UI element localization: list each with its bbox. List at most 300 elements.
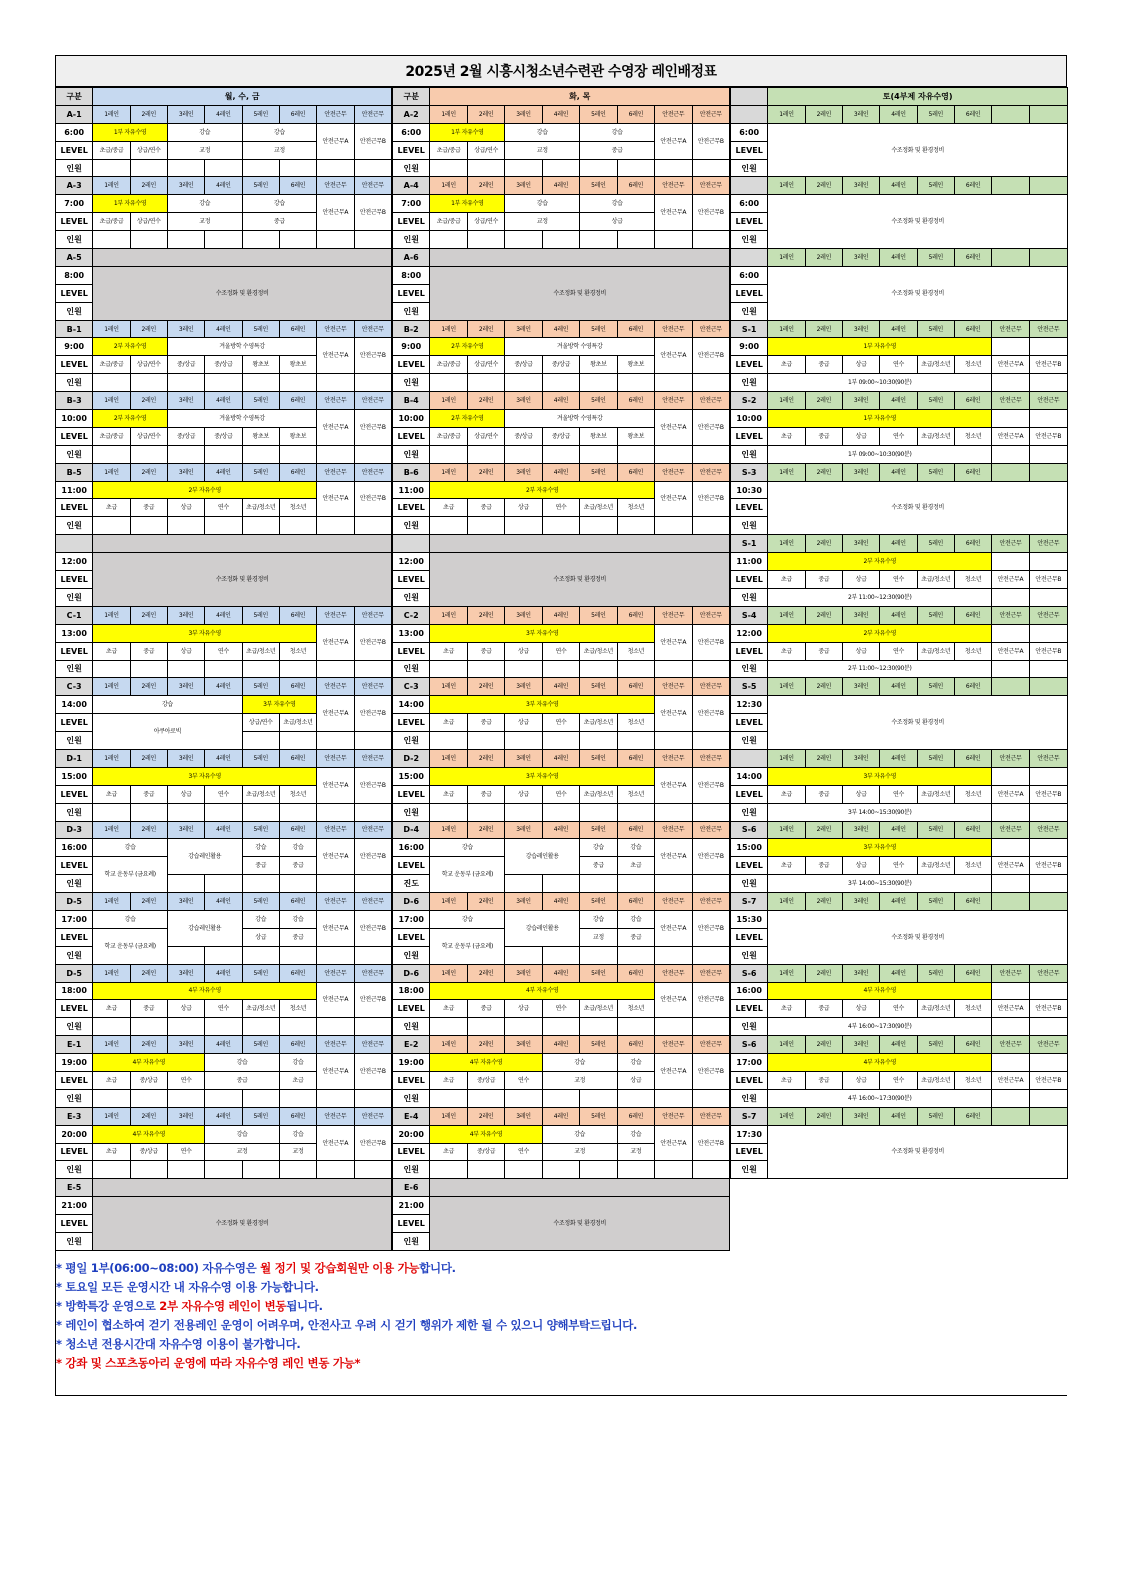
program-cell: 강습 — [430, 910, 505, 928]
school-cell: 학교 운동부 (금요례) — [430, 928, 505, 964]
inwon-label: 인원 — [393, 374, 430, 392]
lane-label: 5레인 — [580, 893, 617, 911]
safety-b: 안전근무B — [692, 624, 730, 660]
inwon-label: 인원 — [393, 660, 430, 678]
table-row — [56, 1179, 392, 1197]
inwon-label: 인원 — [56, 946, 93, 964]
program-cell: 2부 자유수영 — [430, 410, 505, 428]
lane-label: 안전근무 — [1029, 1036, 1067, 1054]
inwon-label: 인원 — [56, 1161, 93, 1179]
safety-b: 안전근무B — [354, 1125, 392, 1161]
lane-label — [1029, 105, 1067, 123]
lane-label: 안전근무 — [317, 1036, 354, 1054]
lane-label: 안전근무 — [317, 749, 354, 767]
inwon-cell — [580, 946, 617, 964]
safety-b: 안전근무B — [692, 696, 730, 732]
spacer — [1029, 410, 1067, 428]
inwon-cell — [580, 231, 617, 249]
inwon-cell — [354, 732, 392, 750]
time-cell: 16:00 — [731, 982, 768, 1000]
lane-label: 3레인 — [842, 105, 879, 123]
lane-label: 안전근무 — [1029, 535, 1067, 553]
time-cell: 15:00 — [393, 767, 430, 785]
lane-label: 5레인 — [580, 320, 617, 338]
inwon-label: 인원 — [731, 374, 768, 392]
time-cell: 9:00 — [56, 338, 93, 356]
program-cell: 강습레인활용 — [505, 910, 580, 946]
block-id: B-4 — [393, 392, 430, 410]
lane-label: 3레인 — [505, 606, 542, 624]
lane-label: 5레인 — [580, 964, 617, 982]
lane-label: 5레인 — [917, 893, 954, 911]
lane-label: 안전근무 — [655, 893, 692, 911]
lane-label: 6레인 — [954, 105, 991, 123]
level-cell: 상급/연수 — [242, 714, 279, 732]
block-id — [731, 177, 768, 195]
lane-label: 3레인 — [505, 1036, 542, 1054]
inwon-cell — [317, 445, 354, 463]
level-cell: 중급 — [580, 857, 617, 875]
level-cell: 상급 — [617, 1071, 654, 1089]
lane-label: 4레인 — [880, 105, 917, 123]
level-cell: 연수 — [880, 785, 917, 803]
inwon-cell — [242, 1018, 279, 1036]
inwon-cell — [430, 803, 467, 821]
level-cell: 중급 — [805, 356, 842, 374]
level-label: LEVEL — [393, 571, 430, 589]
safety-a: 안전근무A — [317, 1125, 354, 1161]
block-id: D-5 — [56, 964, 93, 982]
time-cell: 12:00 — [731, 624, 768, 642]
inwon-cell — [505, 803, 542, 821]
level-cell: 연수 — [505, 1071, 542, 1089]
lane-label: 3레인 — [167, 177, 204, 195]
lane-label: 1레인 — [768, 535, 805, 553]
block-id: A-5 — [56, 249, 93, 267]
program-cell: 2부 자유수영 — [93, 338, 168, 356]
block-id: E-6 — [393, 1179, 430, 1197]
level-cell: 초급/청소년 — [279, 714, 316, 732]
program-cell: 강습 — [279, 839, 316, 857]
level-cell: 중급 — [805, 427, 842, 445]
block-id: D-6 — [393, 964, 430, 982]
level-label: LEVEL — [731, 928, 768, 946]
table-row — [731, 875, 1068, 893]
spacer — [1029, 875, 1067, 893]
level-label: LEVEL — [56, 857, 93, 875]
lane-label: 3레인 — [505, 964, 542, 982]
inwon-cell — [505, 732, 542, 750]
inwon-cell — [542, 732, 579, 750]
time-row — [393, 481, 730, 499]
cleaning-note: 수조정화 및 환경정비 — [768, 195, 1068, 249]
inwon-cell — [430, 517, 467, 535]
schedule-table — [730, 87, 1068, 1179]
inwon-label: 인원 — [731, 660, 768, 678]
lane-label — [1029, 249, 1067, 267]
note-line — [56, 1259, 1067, 1278]
inwon-cell — [580, 1018, 617, 1036]
program-cell: 3부 자유수영 — [768, 767, 992, 785]
inwon-label: 인원 — [56, 231, 93, 249]
note-line — [56, 1297, 1067, 1316]
lane-label: 2레인 — [805, 893, 842, 911]
level-cell: 초급/중급 — [430, 213, 467, 231]
lane-label: 2레인 — [805, 463, 842, 481]
lane-label: 6레인 — [954, 535, 991, 553]
safety-a: 안전근무A — [317, 1054, 354, 1090]
spacer — [1029, 553, 1067, 571]
inwon-label: 인원 — [393, 517, 430, 535]
lane-label: 안전근무 — [692, 463, 730, 481]
inwon-cell — [467, 445, 504, 463]
inwon-cell — [354, 517, 392, 535]
level-label: LEVEL — [56, 1071, 93, 1089]
level-label: LEVEL — [731, 785, 768, 803]
inwon-label: 인원 — [393, 803, 430, 821]
lane-label: 6레인 — [279, 1036, 316, 1054]
spacer — [93, 1179, 392, 1197]
lane-label: 3레인 — [505, 678, 542, 696]
safety-a: 안전근무A — [317, 123, 354, 159]
lane-label — [1029, 893, 1067, 911]
inwon-cell — [167, 1161, 204, 1179]
table-row — [56, 249, 392, 267]
inwon-cell — [205, 1089, 242, 1107]
inwon-cell — [279, 946, 316, 964]
inwon-cell — [580, 445, 617, 463]
inwon-label: 인원 — [393, 231, 430, 249]
block-id: E-4 — [393, 1107, 430, 1125]
lane-label: 4레인 — [880, 320, 917, 338]
time-row — [731, 624, 1068, 642]
level-label: LEVEL — [393, 928, 430, 946]
program-cell: 강습 — [617, 910, 654, 928]
level-cell: 상급 — [842, 571, 879, 589]
lane-label: 5레인 — [580, 606, 617, 624]
lane-label: 안전근무 — [992, 749, 1029, 767]
block-id: D-5 — [56, 893, 93, 911]
block-id: S-5 — [731, 678, 768, 696]
safety-a: 안전근무A — [317, 767, 354, 803]
inwon-label: 인원 — [731, 803, 768, 821]
table-row — [731, 857, 1068, 875]
spacer — [1029, 1054, 1067, 1072]
lane-label: 안전근무 — [317, 1107, 354, 1125]
inwon-cell — [354, 1161, 392, 1179]
note-text: * 강좌 및 스포츠동아리 운영에 따라 자유수영 레인 변동 가능* — [56, 1355, 361, 1370]
level-cell: 연수 — [880, 571, 917, 589]
level-cell: 상급/연수 — [467, 427, 504, 445]
lane-header-row — [56, 964, 392, 982]
time-row — [56, 1054, 392, 1072]
lane-label: 6레인 — [617, 964, 654, 982]
safety-a: 안전근무A — [992, 427, 1029, 445]
inwon-cell — [692, 517, 730, 535]
level-cell: 상급 — [167, 785, 204, 803]
lane-label: 5레인 — [242, 1036, 279, 1054]
schedule-table — [55, 87, 392, 1251]
lane-label: 1레인 — [430, 678, 467, 696]
level-cell: 청소년 — [617, 1000, 654, 1018]
lane-label: 4레인 — [205, 392, 242, 410]
program-cell: 3부 자유수영 — [430, 696, 655, 714]
block-id: E-5 — [56, 1179, 93, 1197]
lane-label: 2레인 — [805, 320, 842, 338]
lane-label: 2레인 — [467, 893, 504, 911]
lane-header-row — [393, 392, 730, 410]
lane-label — [1029, 678, 1067, 696]
lane-label: 2레인 — [467, 1107, 504, 1125]
safety-b: 안전근무B — [692, 767, 730, 803]
time-row — [393, 982, 730, 1000]
lane-label: 3레인 — [505, 320, 542, 338]
lane-label: 5레인 — [580, 821, 617, 839]
time-cell: 10:00 — [56, 410, 93, 428]
time-row — [731, 910, 1068, 928]
spacer — [1029, 803, 1067, 821]
level-cell: 상급/연수 — [467, 356, 504, 374]
days-header: 토(4부제 자유수영) — [768, 88, 1068, 106]
block-id: E-3 — [56, 1107, 93, 1125]
table-row — [56, 374, 392, 392]
level-label: LEVEL — [731, 714, 768, 732]
lane-label: 6레인 — [954, 463, 991, 481]
lane-label: 5레인 — [242, 1107, 279, 1125]
time-cell: 18:00 — [393, 982, 430, 1000]
level-cell: 청소년 — [617, 499, 654, 517]
spacer — [992, 1018, 1029, 1036]
time-cell: 13:00 — [56, 624, 93, 642]
inwon-cell — [542, 803, 579, 821]
lane-label: 2레인 — [130, 177, 167, 195]
lane-label: 3레인 — [842, 463, 879, 481]
spacer — [1029, 624, 1067, 642]
safety-b: 안전근무B — [354, 767, 392, 803]
lane-label: 2레인 — [467, 678, 504, 696]
lane-label: 3레인 — [842, 1036, 879, 1054]
inwon-cell — [467, 374, 504, 392]
lane-label: 6레인 — [617, 606, 654, 624]
inwon-cell — [205, 660, 242, 678]
level-cell: 교정 — [167, 213, 242, 231]
inwon-cell — [580, 159, 617, 177]
lane-label: 1레인 — [768, 821, 805, 839]
inwon-cell — [354, 231, 392, 249]
lane-label: 안전근무 — [655, 749, 692, 767]
level-cell: 상급 — [505, 714, 542, 732]
level-cell: 초급/청소년 — [242, 785, 279, 803]
lane-label: 1레인 — [93, 392, 130, 410]
lane-label: 안전근무 — [692, 606, 730, 624]
lane-label: 안전근무 — [317, 320, 354, 338]
lane-label: 1레인 — [768, 893, 805, 911]
safety-b: 안전근무B — [692, 839, 730, 875]
spacer — [992, 410, 1029, 428]
level-cell: 연수 — [205, 1000, 242, 1018]
inwon-cell — [505, 875, 542, 893]
time-row — [393, 910, 730, 928]
table-row — [393, 1179, 730, 1197]
lane-label: 4레인 — [880, 678, 917, 696]
school-cell: 학교 운동부 (금요례) — [93, 857, 168, 893]
lane-label: 4레인 — [205, 320, 242, 338]
safety-a: 안전근무A — [317, 839, 354, 875]
lane-label: 3레인 — [505, 463, 542, 481]
lane-label: 1레인 — [768, 463, 805, 481]
lane-label — [1029, 177, 1067, 195]
time-row — [56, 910, 392, 928]
lane-label: 4레인 — [205, 105, 242, 123]
level-label: LEVEL — [393, 714, 430, 732]
safety-a: 안전근무A — [655, 338, 692, 374]
session-note: 2부 11:00~12:30(90분) — [768, 660, 992, 678]
table-row — [393, 517, 730, 535]
inwon-cell — [580, 732, 617, 750]
inwon-label: 인원 — [731, 159, 768, 177]
cleaning-note: 수조정화 및 환경정비 — [768, 696, 1068, 750]
lane-header-row — [56, 1036, 392, 1054]
time-cell: 12:00 — [393, 553, 430, 571]
time-cell: 11:00 — [56, 481, 93, 499]
inwon-cell — [167, 660, 204, 678]
inwon-cell — [167, 159, 204, 177]
program-cell: 강습 — [242, 195, 317, 213]
program-cell: 강습 — [93, 839, 168, 857]
lane-label: 3레인 — [167, 320, 204, 338]
spacer — [1029, 338, 1067, 356]
inwon-cell — [279, 1089, 316, 1107]
lane-label: 2레인 — [467, 821, 504, 839]
safety-a: 안전근무A — [317, 982, 354, 1018]
lane-label: 1레인 — [768, 1036, 805, 1054]
program-cell: 강습 — [580, 123, 655, 141]
lane-label: 6레인 — [954, 749, 991, 767]
level-cell: 청소년 — [279, 785, 316, 803]
level-cell: 초급 — [430, 1000, 467, 1018]
level-cell: 상급/연수 — [130, 141, 167, 159]
block-id: C-1 — [56, 606, 93, 624]
inwon-cell — [242, 1161, 279, 1179]
inwon-cell — [505, 1018, 542, 1036]
time-cell: 16:00 — [56, 839, 93, 857]
inwon-label: 인원 — [56, 803, 93, 821]
lane-label: 3레인 — [842, 177, 879, 195]
lane-label: 안전근무 — [692, 320, 730, 338]
lane-label: 1레인 — [430, 105, 467, 123]
lane-header-row — [731, 749, 1068, 767]
lane-label: 4레인 — [205, 749, 242, 767]
level-cell: 중급 — [805, 1000, 842, 1018]
inwon-cell — [354, 1089, 392, 1107]
lane-label: 5레인 — [917, 392, 954, 410]
lane-label: 1레인 — [430, 392, 467, 410]
table-row — [56, 660, 392, 678]
level-cell: 중/상급 — [467, 1143, 504, 1161]
table-row — [731, 1018, 1068, 1036]
lane-label: 4레인 — [880, 463, 917, 481]
inwon-cell — [692, 660, 730, 678]
lane-label — [992, 893, 1029, 911]
inwon-cell — [617, 946, 654, 964]
level-cell: 초급/중급 — [93, 213, 130, 231]
time-cell: 7:00 — [393, 195, 430, 213]
level-cell: 왕초보 — [242, 427, 279, 445]
lane-label: 1레인 — [768, 392, 805, 410]
program-cell: 강습 — [617, 839, 654, 857]
inwon-cell — [505, 159, 542, 177]
lane-label: 안전근무 — [354, 177, 392, 195]
lane-label: 5레인 — [580, 105, 617, 123]
session-note: 3부 14:00~15:30(90분) — [768, 875, 992, 893]
cleaning-note: 수조정화 및 환경정비 — [93, 266, 392, 320]
program-cell: 1부 자유수영 — [93, 123, 168, 141]
lane-label: 6레인 — [279, 463, 316, 481]
lane-label: 4레인 — [542, 1036, 579, 1054]
inwon-cell — [130, 159, 167, 177]
inwon-cell — [692, 159, 730, 177]
block-id: C-3 — [56, 678, 93, 696]
lane-header-row — [393, 678, 730, 696]
lane-header-row — [56, 821, 392, 839]
lane-label: 5레인 — [580, 177, 617, 195]
inwon-cell — [467, 517, 504, 535]
note-line — [56, 1335, 1067, 1354]
block-id: S-7 — [731, 893, 768, 911]
lane-label: 3레인 — [167, 392, 204, 410]
lane-label: 2레인 — [130, 1107, 167, 1125]
lane-label — [1029, 1107, 1067, 1125]
inwon-cell — [617, 803, 654, 821]
safety-a: 안전근무A — [317, 696, 354, 732]
level-cell: 초급 — [430, 1071, 467, 1089]
level-cell: 상급 — [842, 1071, 879, 1089]
inwon-cell — [505, 231, 542, 249]
inwon-cell — [279, 660, 316, 678]
lane-label: 2레인 — [805, 749, 842, 767]
lane-header-row — [393, 105, 730, 123]
level-cell: 초급/청소년 — [917, 642, 954, 660]
lane-label: 2레인 — [130, 749, 167, 767]
spacer — [1029, 588, 1067, 606]
inwon-label: 인원 — [731, 231, 768, 249]
time-row — [731, 266, 1068, 284]
spacer — [992, 338, 1029, 356]
lane-label: 6레인 — [279, 320, 316, 338]
lane-label: 1레인 — [430, 1107, 467, 1125]
program-cell: 겨울방학 수영특강 — [505, 338, 655, 356]
time-row — [56, 123, 392, 141]
level-cell: 상급 — [167, 1000, 204, 1018]
lane-label: 안전근무 — [692, 821, 730, 839]
lane-label: 안전근무 — [655, 1036, 692, 1054]
time-row — [731, 696, 1068, 714]
lane-label: 1레인 — [768, 964, 805, 982]
lane-label: 3레인 — [842, 964, 879, 982]
lane-label: 5레인 — [917, 821, 954, 839]
inwon-cell — [542, 660, 579, 678]
lane-label: 안전근무 — [992, 964, 1029, 982]
program-cell: 3부 자유수영 — [242, 696, 317, 714]
safety-b: 안전근무B — [692, 1125, 730, 1161]
note-text: * 청소년 전용시간대 자유수영 이용이 불가합니다. — [56, 1336, 301, 1351]
inwon-cell — [467, 159, 504, 177]
inwon-cell — [467, 803, 504, 821]
lane-label: 2레인 — [805, 678, 842, 696]
lane-label: 3레인 — [167, 678, 204, 696]
session-note: 2부 11:00~12:30(90분) — [768, 588, 992, 606]
inwon-cell — [242, 374, 279, 392]
